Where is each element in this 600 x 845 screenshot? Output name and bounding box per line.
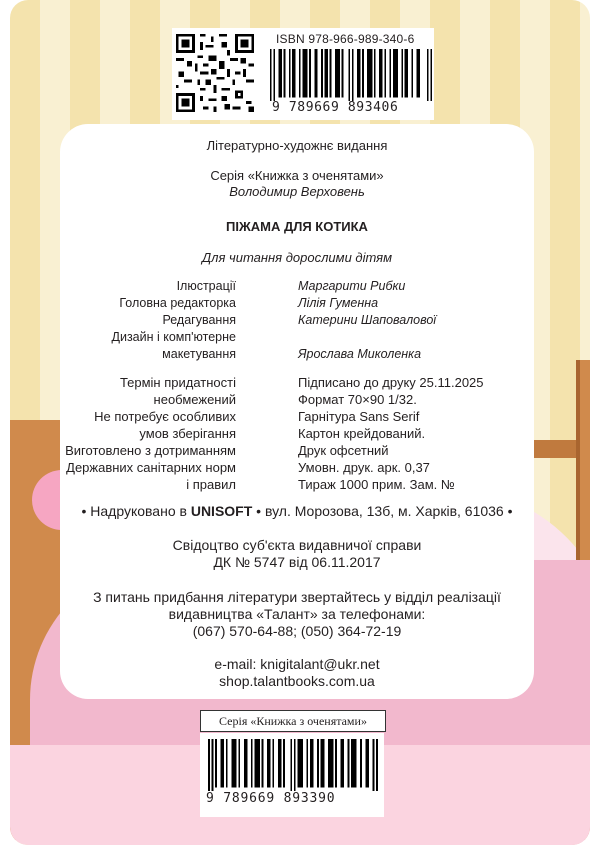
audience-note: Для читання дорослими дітям <box>201 250 393 265</box>
phone-numbers: (067) 570-64-88; (050) 364-72-19 <box>192 623 402 639</box>
credit-role: Дизайн і комп'ютерне <box>111 330 236 344</box>
series-name: Серія «Книжка з оченятами» <box>210 168 384 183</box>
credit-name: Маргарити Рибки <box>298 279 406 293</box>
spec-left: і правил <box>186 477 236 492</box>
printer-name: UNISOFT <box>190 503 253 519</box>
barcode-icon <box>208 739 378 791</box>
spec-right: Гарнітура Sans Serif <box>298 409 420 424</box>
isbn-label: ISBN 978-966-989-340-6 <box>276 32 415 46</box>
spec-right: Друк офсетний <box>298 443 389 458</box>
printed-prefix: • Надруковано в <box>81 503 191 519</box>
certificate-line: Свідоцтво суб'єкта видавничої справи <box>172 537 422 553</box>
spec-right: Картон крейдований. <box>298 426 426 441</box>
spec-right: Тираж 1000 прим. Зам. № <box>298 477 455 492</box>
credit-name: Ярослава Миколенка <box>298 347 422 361</box>
spec-right: Формат 70×90 1/32. <box>298 392 417 407</box>
book-title: ПІЖАМА ДЛЯ КОТИКА <box>226 219 368 234</box>
qr-code-icon <box>176 34 254 112</box>
credit-name: Катерини Шаповалової <box>298 313 437 327</box>
email-address: e-mail: knigitalant@ukr.net <box>214 656 380 672</box>
credit-name: Лілія Гуменна <box>298 296 379 310</box>
series-barcode-label: Серія «Книжка з оченятами» <box>200 710 386 732</box>
purchase-info: З питань придбання літератури звертайтесь у відділ реалізації <box>93 589 501 605</box>
spec-left: Термін придатності <box>119 375 236 390</box>
author-name: Володимир Верховень <box>229 184 365 199</box>
printed-suffix: • вул. Морозова, 13б, м. Харків, 61036 • <box>252 503 513 519</box>
barcode-digits: 9 789669 893406 <box>272 100 399 115</box>
spec-left: Державних санітарних норм <box>66 460 236 475</box>
genre-label: Літературно-художнє видання <box>206 138 388 153</box>
imprint-card <box>60 124 534 699</box>
website-link: shop.talantbooks.com.ua <box>219 673 375 689</box>
credit-role: Головна редакторка <box>119 296 236 310</box>
spec-right: Підписано до друку 25.11.2025 <box>298 375 484 390</box>
isbn-block <box>172 28 434 120</box>
spec-left: умов зберігання <box>139 426 236 441</box>
barcode-digits: 9 789669 893390 <box>206 791 336 806</box>
credit-role: Редагування <box>162 313 236 327</box>
purchase-info: видавництва «Талант» за телефонами: <box>168 606 426 622</box>
printer-line <box>60 503 534 519</box>
credit-role: Ілюстрації <box>176 279 236 293</box>
spec-left: Не потребує особливих <box>94 409 236 424</box>
spec-right: Умовн. друк. арк. 0,37 <box>298 460 430 475</box>
certificate-number: ДК № 5747 від 06.11.2017 <box>213 554 381 570</box>
spec-left: необмежений <box>153 392 236 407</box>
barcode-icon <box>270 49 432 101</box>
series-barcode-block <box>200 733 384 817</box>
credit-role: макетування <box>162 347 236 361</box>
spec-left: Виготовлено з дотриманням <box>65 443 236 458</box>
